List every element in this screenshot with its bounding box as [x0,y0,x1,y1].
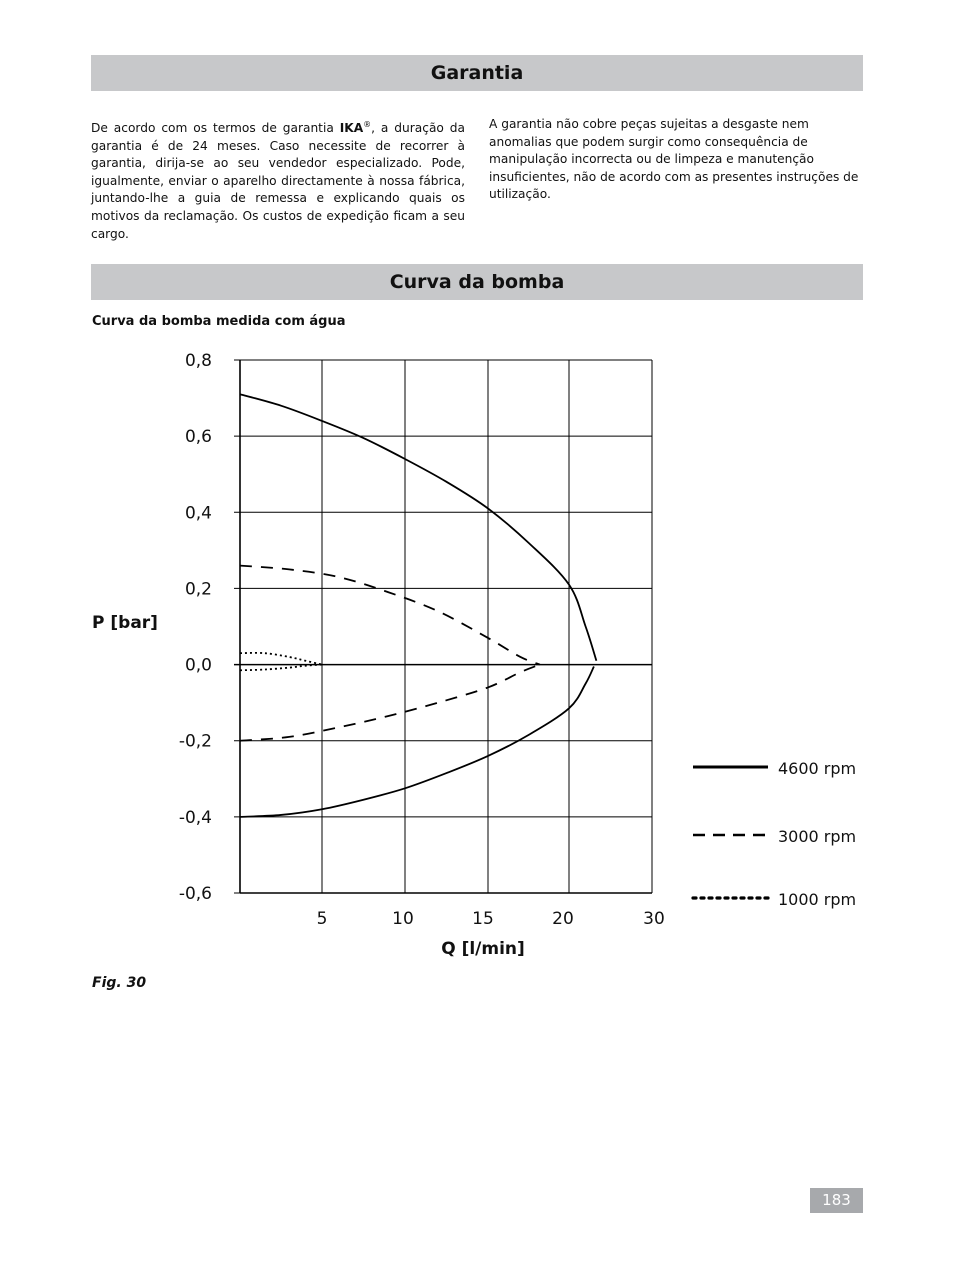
section-header-curva: Curva da bomba [91,264,863,300]
x-tick-label: 30 [643,909,665,929]
x-tick-label: 20 [552,909,574,929]
y-tick-label: 0,4 [184,503,212,524]
legend-label-4600-rpm: 4600 rpm [778,759,857,778]
y-tick-label: -0,6 [178,884,212,904]
y-tick-label: -0,4 [178,807,212,828]
chart-series [240,394,596,817]
warranty-text-right: A garantia não cobre peças sujeitas a desgaste nem anomalias que podem surgir como consequência de manipulação incorrecta ou de limpeza e manutenção insuficientes, não de acordo com as presentes instruções de utilização. [489,117,859,202]
chart-legend [693,759,856,909]
chart-tick-labels [179,351,665,929]
legend-label-1000-rpm: 1000 rpm [778,890,857,909]
warranty-text-part1: De acordo com os termos de garantia [91,121,340,136]
page-number: 183 [810,1188,863,1213]
chart-subtitle: Curva da bomba medida com água [92,314,346,329]
legend-label-3000-rpm: 3000 rpm [778,827,857,846]
series-3000-rpm-upper [240,566,540,665]
pump-curve-chart [0,340,954,980]
series-1000-rpm-upper [240,653,322,665]
series-3000-rpm-lower [240,665,540,741]
y-tick-label: 0,8 [184,351,212,371]
registered-mark: ® [363,120,372,129]
x-tick-label: 10 [392,909,414,929]
series-4600-rpm-lower [240,666,594,816]
warranty-text-part2: , a duração da garantia é de 24 meses. Caso necessite de recorrer à garantia, dirija-se ao seu vendedor especializado. Pode, igualmente, enviar o aparelho directamente à nossa fábrica, juntando-lhe a guia de remessa e explicando quais os motivos da reclamação. Os custos de expedição ficam a seu cargo. [91,121,465,241]
series-1000-rpm-lower [240,665,322,671]
section-header-garantia: Garantia [91,55,863,91]
y-tick-label: 0,2 [184,579,212,600]
warranty-text-left [91,116,465,243]
y-axis-label: P [bar] [92,613,158,633]
x-axis-label: Q [l/min] [441,939,525,959]
y-tick-label: -0,2 [178,731,212,752]
x-tick-label: 15 [472,909,494,929]
x-tick-label: 5 [316,909,328,929]
y-tick-label: 0,6 [184,427,212,448]
brand-name: IKA [339,121,364,136]
figure-label: Fig. 30 [92,975,147,991]
series-4600-rpm-upper [240,394,596,661]
y-tick-label: 0,0 [184,655,212,676]
